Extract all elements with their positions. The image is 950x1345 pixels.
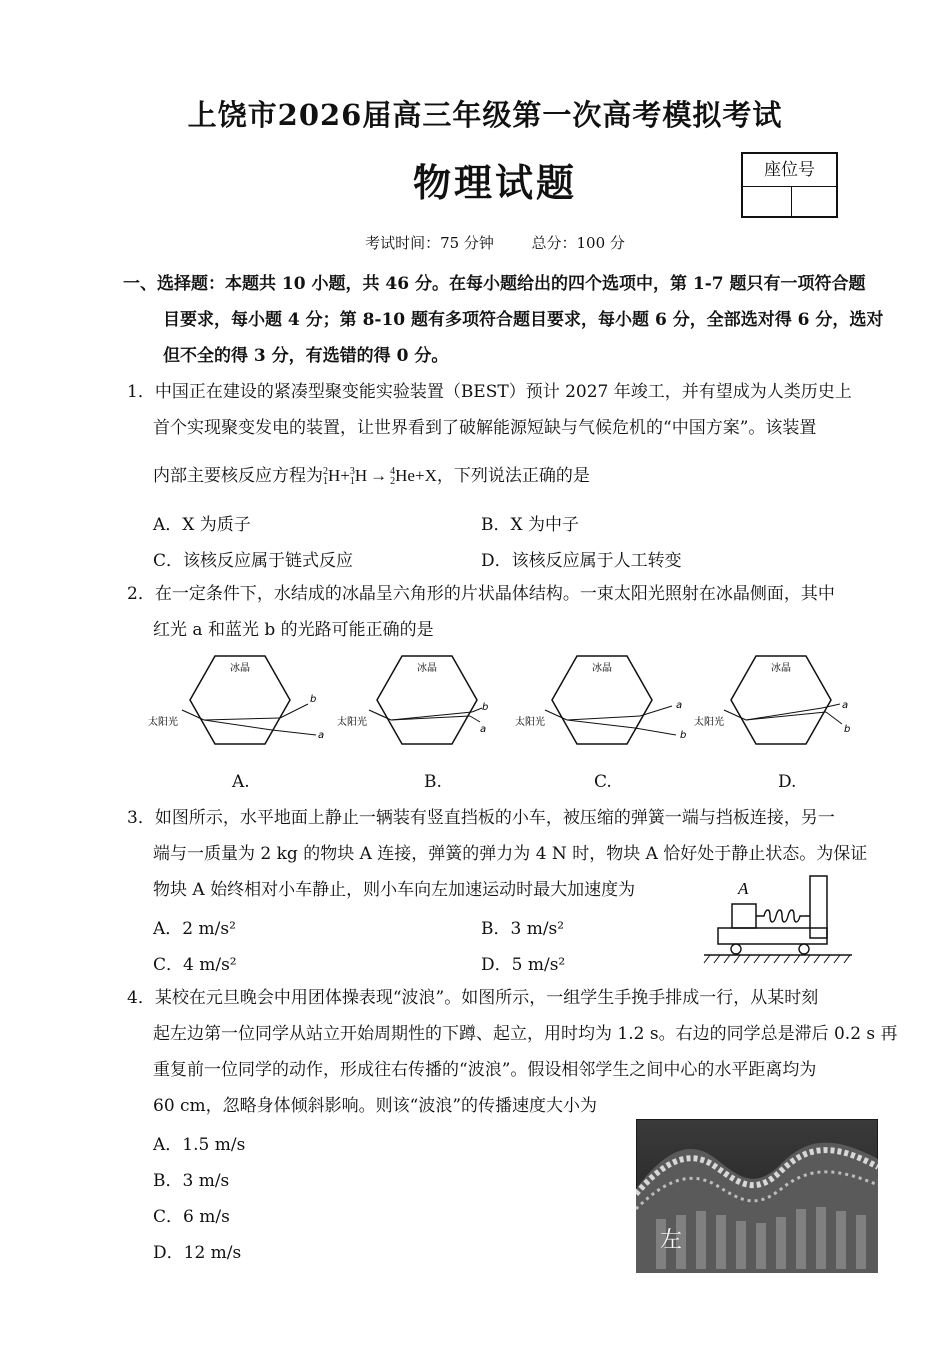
- exam-info: [0, 232, 950, 253]
- section1-line1: 一、选择题：本题共 10 小题，共 46 分。在每小题给出的四个选项中，第 1-7 题只有一项符合题: [123, 274, 866, 294]
- q1-equation: 2 1H+3 1H → 4 2He+X: [323, 466, 437, 488]
- figure-a-ray-a-inside: [204, 720, 272, 730]
- q3-option-a: A．2 m/s²: [153, 919, 236, 939]
- figure-c-ray-b-inside: [567, 720, 635, 728]
- figure-c-label-a: a: [676, 700, 683, 711]
- figure-d-ray-a-out: [822, 704, 840, 708]
- figure-c-ray-b-out: [635, 728, 676, 735]
- figure-b-diagram: [337, 656, 488, 744]
- figure-a-caption: A.: [232, 772, 250, 792]
- q1-line2: 首个实现聚变发电的装置，让世界看到了破解能源短缺与气候危机的“中国方案”。该装置: [153, 418, 817, 438]
- figure-b-ray-b-out: [472, 708, 482, 712]
- subject-title: 物理试题: [412, 160, 577, 205]
- figure-c-label-b: b: [680, 730, 687, 741]
- q1-option-a: A．X 为质子: [153, 515, 251, 535]
- section1-line3: 但不全的得 3 分，有选错的得 0 分。: [163, 346, 449, 366]
- figure-c-crystal-label: 冰晶: [592, 663, 612, 674]
- q4-option-d: D．12 m/s: [153, 1243, 242, 1263]
- cart-wheel-right: [799, 944, 809, 954]
- q1-line3: [153, 464, 590, 488]
- exam-title: 上饶市2026届高三年级第一次高考模拟考试: [187, 98, 783, 132]
- figure-b-incident-ray: [369, 710, 391, 720]
- figure-d-crystal-label: 冰晶: [771, 663, 791, 674]
- seat-label: 座位号: [743, 154, 836, 187]
- figure-a-ray-b-inside: [204, 718, 280, 720]
- q3-option-b: B．3 m/s²: [481, 919, 565, 939]
- q4-option-b: B．3 m/s: [153, 1171, 230, 1191]
- ground-hatching: [704, 955, 850, 963]
- figure-c-ray-a-out: [640, 706, 672, 716]
- figure-a-sun-label: 太阳光: [148, 717, 178, 728]
- figure-c-ray-a-inside: [567, 716, 640, 720]
- cart-spring-figure: [700, 874, 860, 966]
- figure-b-caption: B.: [424, 772, 442, 792]
- block-a-label: A: [738, 879, 749, 898]
- figure-c-sun-label: 太阳光: [515, 717, 545, 728]
- q1-option-d: D．该核反应属于人工转变: [481, 551, 682, 571]
- q1-line3-pre: 内部主要核反应方程为: [153, 466, 323, 486]
- wave-gymnastics-photo: [636, 1119, 878, 1273]
- photo-left-label: 左: [660, 1228, 683, 1253]
- section1-line2: 目要求，每小题 4 分；第 8-10 题有多项符合题目要求，每小题 6 分，全部选对得 6 分，选对: [163, 310, 884, 330]
- seat-divider: [791, 186, 792, 216]
- figure-d-sun-label: 太阳光: [694, 717, 724, 728]
- figure-b-ray-b-inside: [391, 712, 472, 720]
- total-score: 总分：100 分: [531, 234, 625, 252]
- q3-line2: 端与一质量为 2 kg 的物块 A 连接，弹簧的弹力为 4 N 时，物块 A 恰好处于静止状态。为保证: [153, 844, 868, 864]
- block-a: [732, 904, 756, 928]
- q2-line2: 红光 a 和蓝光 b 的光路可能正确的是: [153, 620, 434, 640]
- figure-d-diagram: [694, 656, 850, 744]
- figure-a-incident-ray: [182, 710, 204, 720]
- figure-b-crystal-label: 冰晶: [417, 663, 437, 674]
- figure-b-label-a: a: [480, 724, 487, 735]
- q4-option-a: A．1.5 m/s: [153, 1135, 246, 1155]
- q4-line1: 4．某校在元旦晚会中用团体操表现“波浪”。如图所示，一组学生手挽手排成一行，从某时刻: [127, 988, 819, 1008]
- cart-wheel-left: [731, 944, 741, 954]
- q1-option-c: C．该核反应属于链式反应: [153, 551, 354, 571]
- figure-d-incident-ray: [724, 710, 746, 720]
- q3-line3: 物块 A 始终相对小车静止，则小车向左加速运动时最大加速度为: [153, 880, 636, 900]
- figure-b-sun-label: 太阳光: [337, 717, 367, 728]
- figure-a-crystal-label: 冰晶: [230, 663, 250, 674]
- q4-line4: 60 cm，忽略身体倾斜影响。则该“波浪”的传播速度大小为: [153, 1096, 598, 1116]
- q4-line2: 起左边第一位同学从站立开始周期性的下蹲、起立，用时均为 1.2 s。右边的同学总是滞后 0.2 s 再: [153, 1024, 898, 1044]
- ice-crystal-figures: [140, 648, 860, 758]
- q4-line3: 重复前一位同学的动作，形成往右传播的“波浪”。假设相邻学生之间中心的水平距离均为: [153, 1060, 817, 1080]
- q1-option-b: B．X 为中子: [481, 515, 579, 535]
- exam-time: 考试时间：75 分钟: [365, 234, 494, 252]
- figure-d-label-a: a: [842, 700, 849, 711]
- q3-option-d: D．5 m/s²: [481, 955, 566, 975]
- figure-b-ray-a-out: [470, 716, 480, 722]
- q3-line1: 3．如图所示，水平地面上静止一辆装有竖直挡板的小车，被压缩的弹簧一端与挡板连接，另一: [127, 808, 835, 828]
- q1-line3-post: ，下列说法正确的是: [436, 466, 590, 486]
- q1-line1: 1．中国正在建设的紧凑型聚变能实验装置（BEST）预计 2027 年竣工，并有望成为人类历史上: [127, 382, 852, 402]
- figure-a-label-b: b: [310, 694, 317, 705]
- figure-a-diagram: [148, 656, 324, 744]
- seat-number-box: [741, 152, 838, 218]
- q4-option-c: C．6 m/s: [153, 1207, 230, 1227]
- figure-a-label-a: a: [318, 730, 325, 741]
- figure-b-label-b: b: [482, 702, 489, 713]
- figure-c-incident-ray: [545, 710, 567, 720]
- q2-line1: 2．在一定条件下，水结成的冰晶呈六角形的片状晶体结构。一束太阳光照射在冰晶侧面，其中: [127, 584, 835, 604]
- figure-d-label-b: b: [844, 724, 851, 735]
- compressed-spring: [756, 910, 810, 922]
- figure-a-ray-a-out: [272, 730, 316, 735]
- q3-option-c: C．4 m/s²: [153, 955, 237, 975]
- figure-c-caption: C.: [594, 772, 612, 792]
- figure-d-caption: D.: [778, 772, 797, 792]
- figure-d-ray-b-out: [826, 712, 842, 724]
- figure-c-diagram: [515, 656, 686, 744]
